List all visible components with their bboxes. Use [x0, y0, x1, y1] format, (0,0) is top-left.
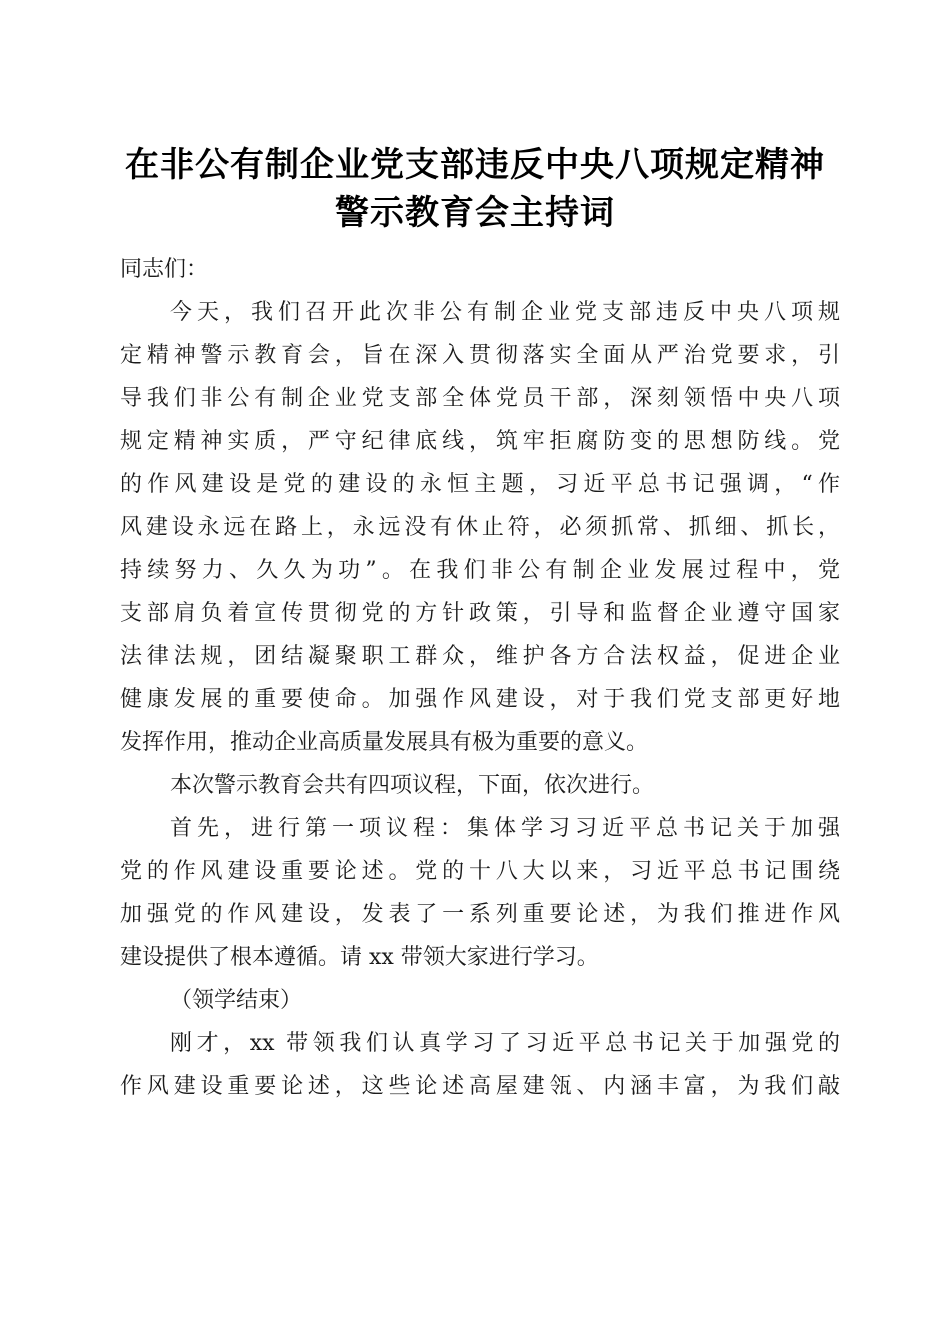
paragraph-line: 持续努力、久久为功”。在我们非公有制企业发展过程中，党	[120, 558, 840, 583]
paragraph-line: 本次警示教育会共有四项议程，下面，依次进行。	[170, 773, 655, 798]
paragraph-line: 刚才，xx 带领我们认真学习了习近平总书记关于加强党的	[170, 1031, 840, 1056]
paragraph-line: 支部肩负着宣传贯彻党的方针政策，引导和监督企业遵守国家	[120, 601, 840, 626]
paragraph-line: 首先，进行第一项议程：集体学习习近平总书记关于加强	[170, 816, 840, 841]
paragraph-line: 加强党的作风建设，发表了一系列重要论述，为我们推进作风	[120, 902, 840, 927]
paragraph-line: 导我们非公有制企业党支部全体党员干部，深刻领悟中央八项	[120, 386, 840, 411]
paragraph-line: 党的作风建设重要论述。党的十八大以来，习近平总书记围绕	[120, 859, 840, 884]
paragraph-line: 的作风建设是党的建设的永恒主题，习近平总书记强调，“作	[120, 472, 840, 497]
paragraph-line: 作风建设重要论述，这些论述高屋建瓴、内涵丰富，为我们敲	[120, 1074, 840, 1099]
paragraph-line: 建设提供了根本遵循。请 xx 带领大家进行学习。	[120, 945, 599, 970]
salutation: 同志们：	[120, 257, 209, 282]
paragraph-line: 风建设永远在路上，永远没有休止符，必须抓常、抓细、抓长，	[120, 515, 840, 540]
document-title-line-1: 在非公有制企业党支部违反中央八项规定精神	[125, 145, 825, 185]
stage-note: （领学结束）	[170, 988, 303, 1013]
paragraph-line: 定精神警示教育会，旨在深入贯彻落实全面从严治党要求，引	[120, 343, 840, 368]
paragraph-line: 法律法规，团结凝聚职工群众，维护各方合法权益，促进企业	[120, 644, 840, 669]
paragraph-line: 规定精神实质，严守纪律底线，筑牢拒腐防变的思想防线。党	[120, 429, 840, 454]
paragraph-line: 今天，我们召开此次非公有制企业党支部违反中央八项规	[170, 300, 840, 325]
paragraph-line: 健康发展的重要使命。加强作风建设，对于我们党支部更好地	[120, 687, 840, 712]
document-title-line-2: 警示教育会主持词	[335, 193, 615, 233]
paragraph-line: 发挥作用，推动企业高质量发展具有极为重要的意义。	[120, 730, 649, 755]
